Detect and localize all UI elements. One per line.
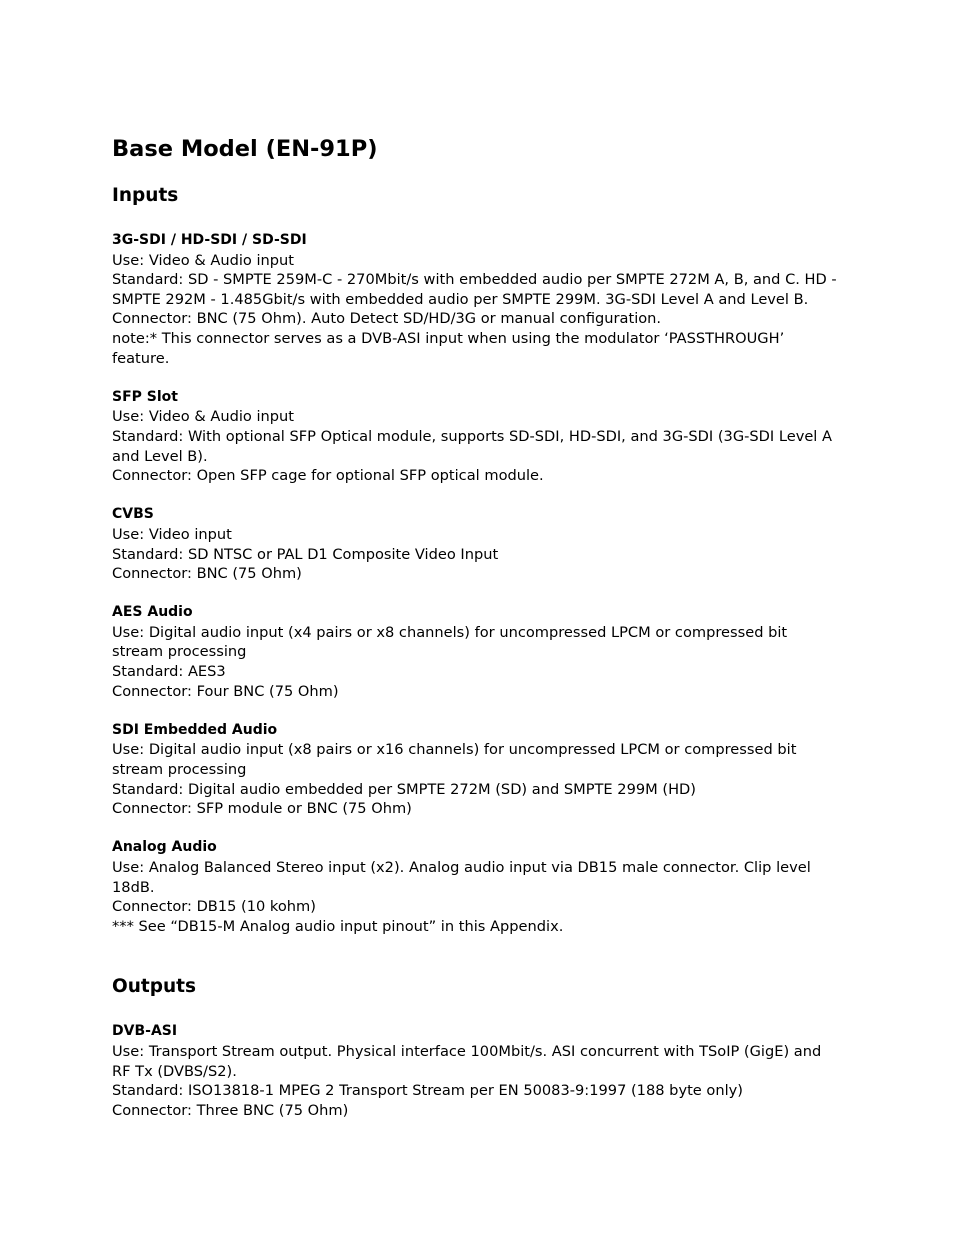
spec-standard-line: Standard: SD - SMPTE 259M-C - 270Mbit/s with embedded audio per SMPTE 272M A, B, and C. HD - SMPTE 292M - 1.485Gbit/s with embedded audio per SMPTE 299M. 3G-SDI Level A and Level B. xyxy=(112,271,837,308)
spec-item-title: 3G-SDI / HD-SDI / SD-SDI xyxy=(112,232,307,248)
spec-standard-line: Standard: AES3 xyxy=(112,663,226,681)
spec-item-title: SDI Embedded Audio xyxy=(112,721,278,738)
spec-item-cvbs xyxy=(112,505,838,583)
spec-item-title: CVBS xyxy=(112,506,154,523)
spec-connector-line: Connector: SFP module or BNC (75 Ohm) xyxy=(112,800,412,818)
spec-connector-line: Connector: Open SFP cage for optional SFP optical module. xyxy=(112,467,544,485)
spec-use-line: Use: Video & Audio input xyxy=(112,251,295,269)
spec-connector-line: Connector: DB15 (10 kohm) xyxy=(112,898,316,916)
outputs-list xyxy=(112,1022,838,1120)
page-title: Base Model (EN-91P) xyxy=(112,136,378,162)
spec-see-also-line: *** See “DB15-M Analog audio input pinout” in this Appendix. xyxy=(112,917,564,935)
spec-use-line: Use: Video & Audio input xyxy=(112,408,295,426)
spec-use-line: Use: Analog Balanced Stereo input (x2). Analog audio input via DB15 male connector. Clip level 18dB. xyxy=(112,859,811,896)
spec-item-sdi-embedded-audio xyxy=(112,721,838,819)
spec-item-aes-audio xyxy=(112,603,838,701)
spec-connector-line: Connector: BNC (75 Ohm). Auto Detect SD/HD/3G or manual configuration. xyxy=(112,310,662,328)
spec-use-line: Use: Transport Stream output. Physical interface 100Mbit/s. ASI concurrent with TSoIP (GigE) and RF Tx (DVBS/S2). xyxy=(112,1042,822,1080)
spec-connector-line: Connector: Three BNC (75 Ohm) xyxy=(112,1101,349,1119)
spec-note-line: note:* This connector serves as a DVB-ASI input when using the modulator ‘PASSTHROUGH’ feature. xyxy=(112,329,785,367)
spec-item-sfp-slot xyxy=(112,388,838,486)
spec-item-analog-audio xyxy=(112,838,838,936)
inputs-list xyxy=(112,231,838,936)
spec-use-line: Use: Digital audio input (x8 pairs or x16 channels) for uncompressed LPCM or compressed bit stream processing xyxy=(112,741,797,779)
spec-item-dvb-asi xyxy=(112,1022,838,1120)
spec-item-title: AES Audio xyxy=(112,604,193,621)
spec-item-title: SFP Slot xyxy=(112,388,178,405)
spec-use-line: Use: Digital audio input (x4 pairs or x8 channels) for uncompressed LPCM or compressed bit stream processing xyxy=(112,623,788,661)
spec-standard-line: Standard: With optional SFP Optical module, supports SD-SDI, HD-SDI, and 3G-SDI (3G-SDI Level A and Level B). xyxy=(112,427,832,465)
spec-connector-line: Connector: Four BNC (75 Ohm) xyxy=(112,682,339,700)
section-heading-inputs: Inputs xyxy=(112,185,179,206)
spec-item-title: Analog Audio xyxy=(112,839,217,856)
spec-use-line: Use: Video input xyxy=(112,525,232,543)
document-content xyxy=(112,134,838,1120)
spec-standard-line: Standard: SD NTSC or PAL D1 Composite Video Input xyxy=(112,545,499,563)
section-heading-outputs: Outputs xyxy=(112,976,197,998)
spec-item-3g-sdi xyxy=(112,231,838,368)
spec-item-title: DVB-ASI xyxy=(112,1023,178,1040)
spec-standard-line: Standard: ISO13818-1 MPEG 2 Transport Stream per EN 50083-9:1997 (188 byte only) xyxy=(112,1082,743,1100)
spec-standard-line: Standard: Digital audio embedded per SMPTE 272M (SD) and SMPTE 299M (HD) xyxy=(112,780,696,798)
spec-connector-line: Connector: BNC (75 Ohm) xyxy=(112,565,302,583)
